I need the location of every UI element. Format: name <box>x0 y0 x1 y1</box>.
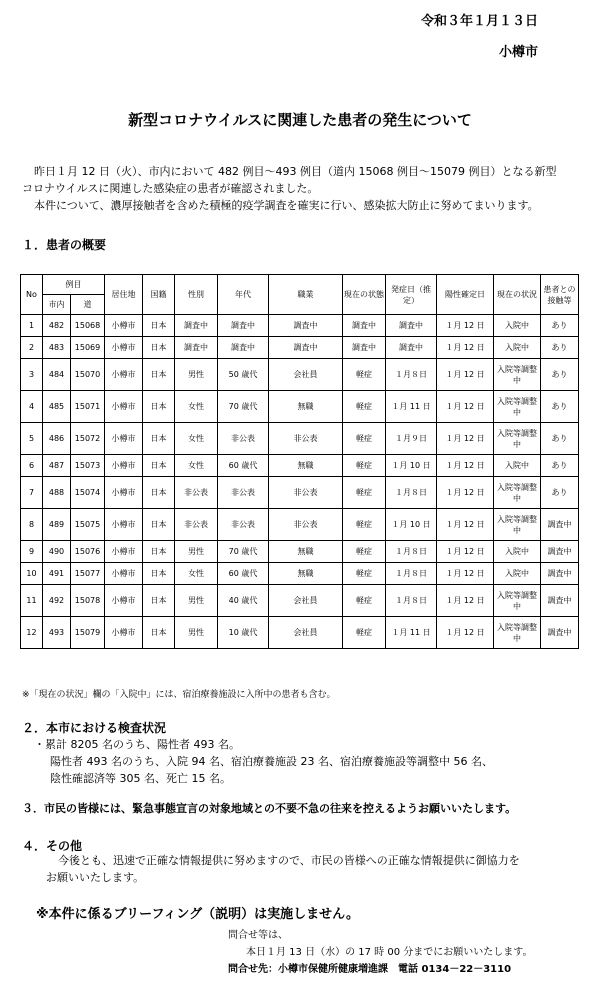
col-sex: 性別 <box>175 275 218 315</box>
cell-status: 入院中 <box>494 315 541 337</box>
cell-onset: １月８日 <box>386 359 437 391</box>
table-row <box>21 359 579 391</box>
cell-sex: 男性 <box>175 541 218 563</box>
testing-summary <box>34 736 493 787</box>
cell-onset: １月 11 日 <box>386 617 437 649</box>
cell-sex: 調査中 <box>175 315 218 337</box>
col-age: 年代 <box>218 275 269 315</box>
col-case: 例目 <box>43 275 105 295</box>
cell-residence: 小樽市 <box>105 541 143 563</box>
cell-condition: 軽症 <box>343 423 386 455</box>
cell-age: 10 歳代 <box>218 617 269 649</box>
col-nationality: 国籍 <box>143 275 175 315</box>
cell-status: 入院等調整中 <box>494 477 541 509</box>
table-row <box>21 477 579 509</box>
cell-job: 無職 <box>269 391 343 423</box>
cell-case-city: 489 <box>43 509 71 541</box>
cell-sex: 女性 <box>175 423 218 455</box>
cell-age: 70 歳代 <box>218 391 269 423</box>
col-condition: 現在の状態 <box>343 275 386 315</box>
cell-nationality: 日本 <box>143 477 175 509</box>
col-case-city: 市内 <box>43 295 71 315</box>
cell-condition: 調査中 <box>343 315 386 337</box>
cell-row-no: 12 <box>21 617 43 649</box>
cell-nationality: 日本 <box>143 617 175 649</box>
cell-residence: 小樽市 <box>105 617 143 649</box>
section-heading-request: ３．市民の皆様には、緊急事態宣言の対象地域との不要不急の往来を控えるようお願いいたします。 <box>22 802 517 815</box>
testing-line: 陰性確認済等 305 名、死亡 15 名。 <box>50 772 231 785</box>
cell-condition: 軽症 <box>343 455 386 477</box>
cell-row-no: 4 <box>21 391 43 423</box>
cell-case-city: 483 <box>43 337 71 359</box>
cell-sex: 女性 <box>175 563 218 585</box>
cell-case-city: 490 <box>43 541 71 563</box>
section-heading-patients: １．患者の概要 <box>22 238 107 252</box>
cell-positive-date: １月 12 日 <box>437 455 494 477</box>
cell-onset: １月９日 <box>386 423 437 455</box>
cell-job: 調査中 <box>269 315 343 337</box>
cell-case-pref: 15073 <box>71 455 105 477</box>
document-title: 新型コロナウイルスに関連した患者の発生について <box>128 111 472 129</box>
col-onset: 発症日（推定） <box>386 275 437 315</box>
cell-age: 60 歳代 <box>218 455 269 477</box>
cell-contact: あり <box>541 455 579 477</box>
cell-case-pref: 15070 <box>71 359 105 391</box>
table-row <box>21 563 579 585</box>
cell-status: 入院等調整中 <box>494 617 541 649</box>
document-date: 令和３年１月１３日 <box>420 14 538 29</box>
briefing-notice: ※本件に係るブリーフィング（説明）は実施しません。 <box>36 907 359 922</box>
contact-phone: 問合せ先：小樽市保健所健康増進課 電話 0134－22－3110 <box>228 964 512 975</box>
cell-positive-date: １月 12 日 <box>437 585 494 617</box>
cell-nationality: 日本 <box>143 585 175 617</box>
table-row <box>21 455 579 477</box>
cell-status: 入院中 <box>494 541 541 563</box>
cell-status: 入院等調整中 <box>494 359 541 391</box>
col-no: No <box>21 275 43 315</box>
cell-contact: あり <box>541 337 579 359</box>
table-row <box>21 423 579 455</box>
cell-sex: 男性 <box>175 359 218 391</box>
cell-case-pref: 15069 <box>71 337 105 359</box>
cell-positive-date: １月 12 日 <box>437 423 494 455</box>
cell-residence: 小樽市 <box>105 455 143 477</box>
col-contact: 患者との接触等 <box>541 275 579 315</box>
cell-job: 無職 <box>269 455 343 477</box>
cell-row-no: 8 <box>21 509 43 541</box>
cell-case-pref: 15071 <box>71 391 105 423</box>
cell-age: 調査中 <box>218 315 269 337</box>
cell-status: 入院中 <box>494 337 541 359</box>
cell-nationality: 日本 <box>143 315 175 337</box>
cell-status: 入院等調整中 <box>494 391 541 423</box>
table-row <box>21 391 579 423</box>
other-line: お願いいたします。 <box>46 871 145 884</box>
table-row <box>21 509 579 541</box>
cell-nationality: 日本 <box>143 337 175 359</box>
cell-sex: 女性 <box>175 391 218 423</box>
cell-row-no: 2 <box>21 337 43 359</box>
cell-job: 会社員 <box>269 585 343 617</box>
cell-row-no: 1 <box>21 315 43 337</box>
cell-status: 入院中 <box>494 563 541 585</box>
other-line: 今後とも、迅速で正確な情報提供に努めますので、市民の皆様への正確な情報提供に御協力を <box>58 854 520 867</box>
cell-case-pref: 15076 <box>71 541 105 563</box>
cell-sex: 調査中 <box>175 337 218 359</box>
cell-sex: 男性 <box>175 585 218 617</box>
cell-contact: あり <box>541 423 579 455</box>
cell-onset: １月８日 <box>386 541 437 563</box>
intro-paragraph <box>22 163 582 214</box>
cell-residence: 小樽市 <box>105 509 143 541</box>
cell-job: 無職 <box>269 563 343 585</box>
cell-nationality: 日本 <box>143 509 175 541</box>
cell-row-no: 9 <box>21 541 43 563</box>
cell-case-city: 488 <box>43 477 71 509</box>
cell-row-no: 5 <box>21 423 43 455</box>
cell-condition: 軽症 <box>343 477 386 509</box>
cell-nationality: 日本 <box>143 541 175 563</box>
cell-contact: あり <box>541 315 579 337</box>
cell-sex: 女性 <box>175 455 218 477</box>
cell-nationality: 日本 <box>143 455 175 477</box>
cell-case-city: 486 <box>43 423 71 455</box>
cell-contact: 調査中 <box>541 585 579 617</box>
cell-row-no: 7 <box>21 477 43 509</box>
cell-condition: 軽症 <box>343 391 386 423</box>
cell-age: 40 歳代 <box>218 585 269 617</box>
cell-row-no: 6 <box>21 455 43 477</box>
cell-residence: 小樽市 <box>105 477 143 509</box>
intro-line: 本件について、濃厚接触者を含めた積極的疫学調査を確実に行い、感染拡大防止に努めてまいります。 <box>34 199 539 212</box>
cell-case-pref: 15074 <box>71 477 105 509</box>
cell-positive-date: １月 12 日 <box>437 359 494 391</box>
cell-case-city: 482 <box>43 315 71 337</box>
issuing-organization: 小樽市 <box>498 45 538 60</box>
cell-positive-date: １月 12 日 <box>437 391 494 423</box>
cell-residence: 小樽市 <box>105 563 143 585</box>
cell-case-pref: 15072 <box>71 423 105 455</box>
cell-case-city: 484 <box>43 359 71 391</box>
cell-age: 非公表 <box>218 509 269 541</box>
contact-deadline: 本日１月 13 日（水）の 17 時 00 分までにお願いいたします。 <box>246 947 533 958</box>
cell-condition: 軽症 <box>343 509 386 541</box>
cell-job: 非公表 <box>269 477 343 509</box>
cell-contact: あり <box>541 359 579 391</box>
cell-condition: 調査中 <box>343 337 386 359</box>
cell-case-pref: 15079 <box>71 617 105 649</box>
cell-row-no: 10 <box>21 563 43 585</box>
cell-condition: 軽症 <box>343 359 386 391</box>
cell-onset: １月８日 <box>386 585 437 617</box>
cell-condition: 軽症 <box>343 585 386 617</box>
section-heading-testing: ２．本市における検査状況 <box>22 721 167 735</box>
table-row <box>21 541 579 563</box>
cell-case-city: 491 <box>43 563 71 585</box>
cell-case-pref: 15075 <box>71 509 105 541</box>
cell-nationality: 日本 <box>143 423 175 455</box>
cell-onset: 調査中 <box>386 315 437 337</box>
cell-onset: 調査中 <box>386 337 437 359</box>
cell-age: 調査中 <box>218 337 269 359</box>
cell-residence: 小樽市 <box>105 423 143 455</box>
cell-job: 調査中 <box>269 337 343 359</box>
cell-job: 会社員 <box>269 359 343 391</box>
cell-residence: 小樽市 <box>105 391 143 423</box>
cell-condition: 軽症 <box>343 541 386 563</box>
col-residence: 居住地 <box>105 275 143 315</box>
cell-case-pref: 15077 <box>71 563 105 585</box>
cell-onset: １月 10 日 <box>386 455 437 477</box>
cell-contact: 調査中 <box>541 617 579 649</box>
cell-positive-date: １月 12 日 <box>437 509 494 541</box>
cell-age: 50 歳代 <box>218 359 269 391</box>
table-row <box>21 337 579 359</box>
cell-job: 会社員 <box>269 617 343 649</box>
col-job: 職業 <box>269 275 343 315</box>
cell-positive-date: １月 12 日 <box>437 541 494 563</box>
cell-case-pref: 15078 <box>71 585 105 617</box>
cell-contact: あり <box>541 391 579 423</box>
cell-row-no: 11 <box>21 585 43 617</box>
cell-case-city: 487 <box>43 455 71 477</box>
cell-job: 非公表 <box>269 509 343 541</box>
cell-onset: １月８日 <box>386 477 437 509</box>
contact-intro: 問合せ等は、 <box>228 930 288 941</box>
cell-residence: 小樽市 <box>105 337 143 359</box>
cell-age: 非公表 <box>218 423 269 455</box>
cell-sex: 非公表 <box>175 509 218 541</box>
cell-job: 無職 <box>269 541 343 563</box>
cell-contact: 調査中 <box>541 541 579 563</box>
table-row <box>21 617 579 649</box>
cell-positive-date: １月 12 日 <box>437 477 494 509</box>
cell-residence: 小樽市 <box>105 359 143 391</box>
table-row <box>21 585 579 617</box>
cell-case-city: 492 <box>43 585 71 617</box>
cell-job: 非公表 <box>269 423 343 455</box>
table-row <box>21 315 579 337</box>
cell-age: 70 歳代 <box>218 541 269 563</box>
col-positive-date: 陽性確定日 <box>437 275 494 315</box>
testing-line: ・累計 8205 名のうち、陽性者 493 名。 <box>34 738 240 751</box>
cell-onset: １月 11 日 <box>386 391 437 423</box>
cell-case-pref: 15068 <box>71 315 105 337</box>
cell-positive-date: １月 12 日 <box>437 315 494 337</box>
contact-block <box>228 927 532 978</box>
cell-onset: １月 10 日 <box>386 509 437 541</box>
cell-positive-date: １月 12 日 <box>437 563 494 585</box>
cell-residence: 小樽市 <box>105 585 143 617</box>
cell-condition: 軽症 <box>343 563 386 585</box>
cell-status: 入院中 <box>494 455 541 477</box>
cell-status: 入院等調整中 <box>494 585 541 617</box>
cell-age: 60 歳代 <box>218 563 269 585</box>
cell-contact: あり <box>541 477 579 509</box>
cell-nationality: 日本 <box>143 359 175 391</box>
cell-nationality: 日本 <box>143 563 175 585</box>
cell-status: 入院等調整中 <box>494 423 541 455</box>
col-case-pref: 道 <box>71 295 105 315</box>
section-heading-other: ４．その他 <box>22 839 83 853</box>
intro-line: コロナウイルスに関連した感染症の患者が確認されました。 <box>22 182 319 195</box>
cell-onset: １月８日 <box>386 563 437 585</box>
col-status: 現在の状況 <box>494 275 541 315</box>
intro-line: 昨日１月 12 日（火）、市内において 482 例目～493 例目（道内 15068 例目～15079 例目）となる新型 <box>34 165 557 178</box>
cell-age: 非公表 <box>218 477 269 509</box>
table-header-row <box>21 275 579 295</box>
cell-condition: 軽症 <box>343 617 386 649</box>
patient-table <box>20 274 579 649</box>
testing-line: 陽性者 493 名のうち、入院 94 名、宿泊療養施設 23 名、宿泊療養施設等調整中 56 名、 <box>50 755 493 768</box>
cell-row-no: 3 <box>21 359 43 391</box>
cell-nationality: 日本 <box>143 391 175 423</box>
cell-sex: 男性 <box>175 617 218 649</box>
cell-case-city: 485 <box>43 391 71 423</box>
cell-status: 入院等調整中 <box>494 509 541 541</box>
cell-positive-date: １月 12 日 <box>437 337 494 359</box>
cell-residence: 小樽市 <box>105 315 143 337</box>
cell-contact: 調査中 <box>541 509 579 541</box>
cell-sex: 非公表 <box>175 477 218 509</box>
other-paragraph <box>22 852 582 886</box>
cell-case-city: 493 <box>43 617 71 649</box>
cell-contact: 調査中 <box>541 563 579 585</box>
cell-positive-date: １月 12 日 <box>437 617 494 649</box>
table-footnote: ※「現在の状況」欄の「入院中」には、宿泊療養施設に入所中の患者も含む。 <box>22 690 336 700</box>
